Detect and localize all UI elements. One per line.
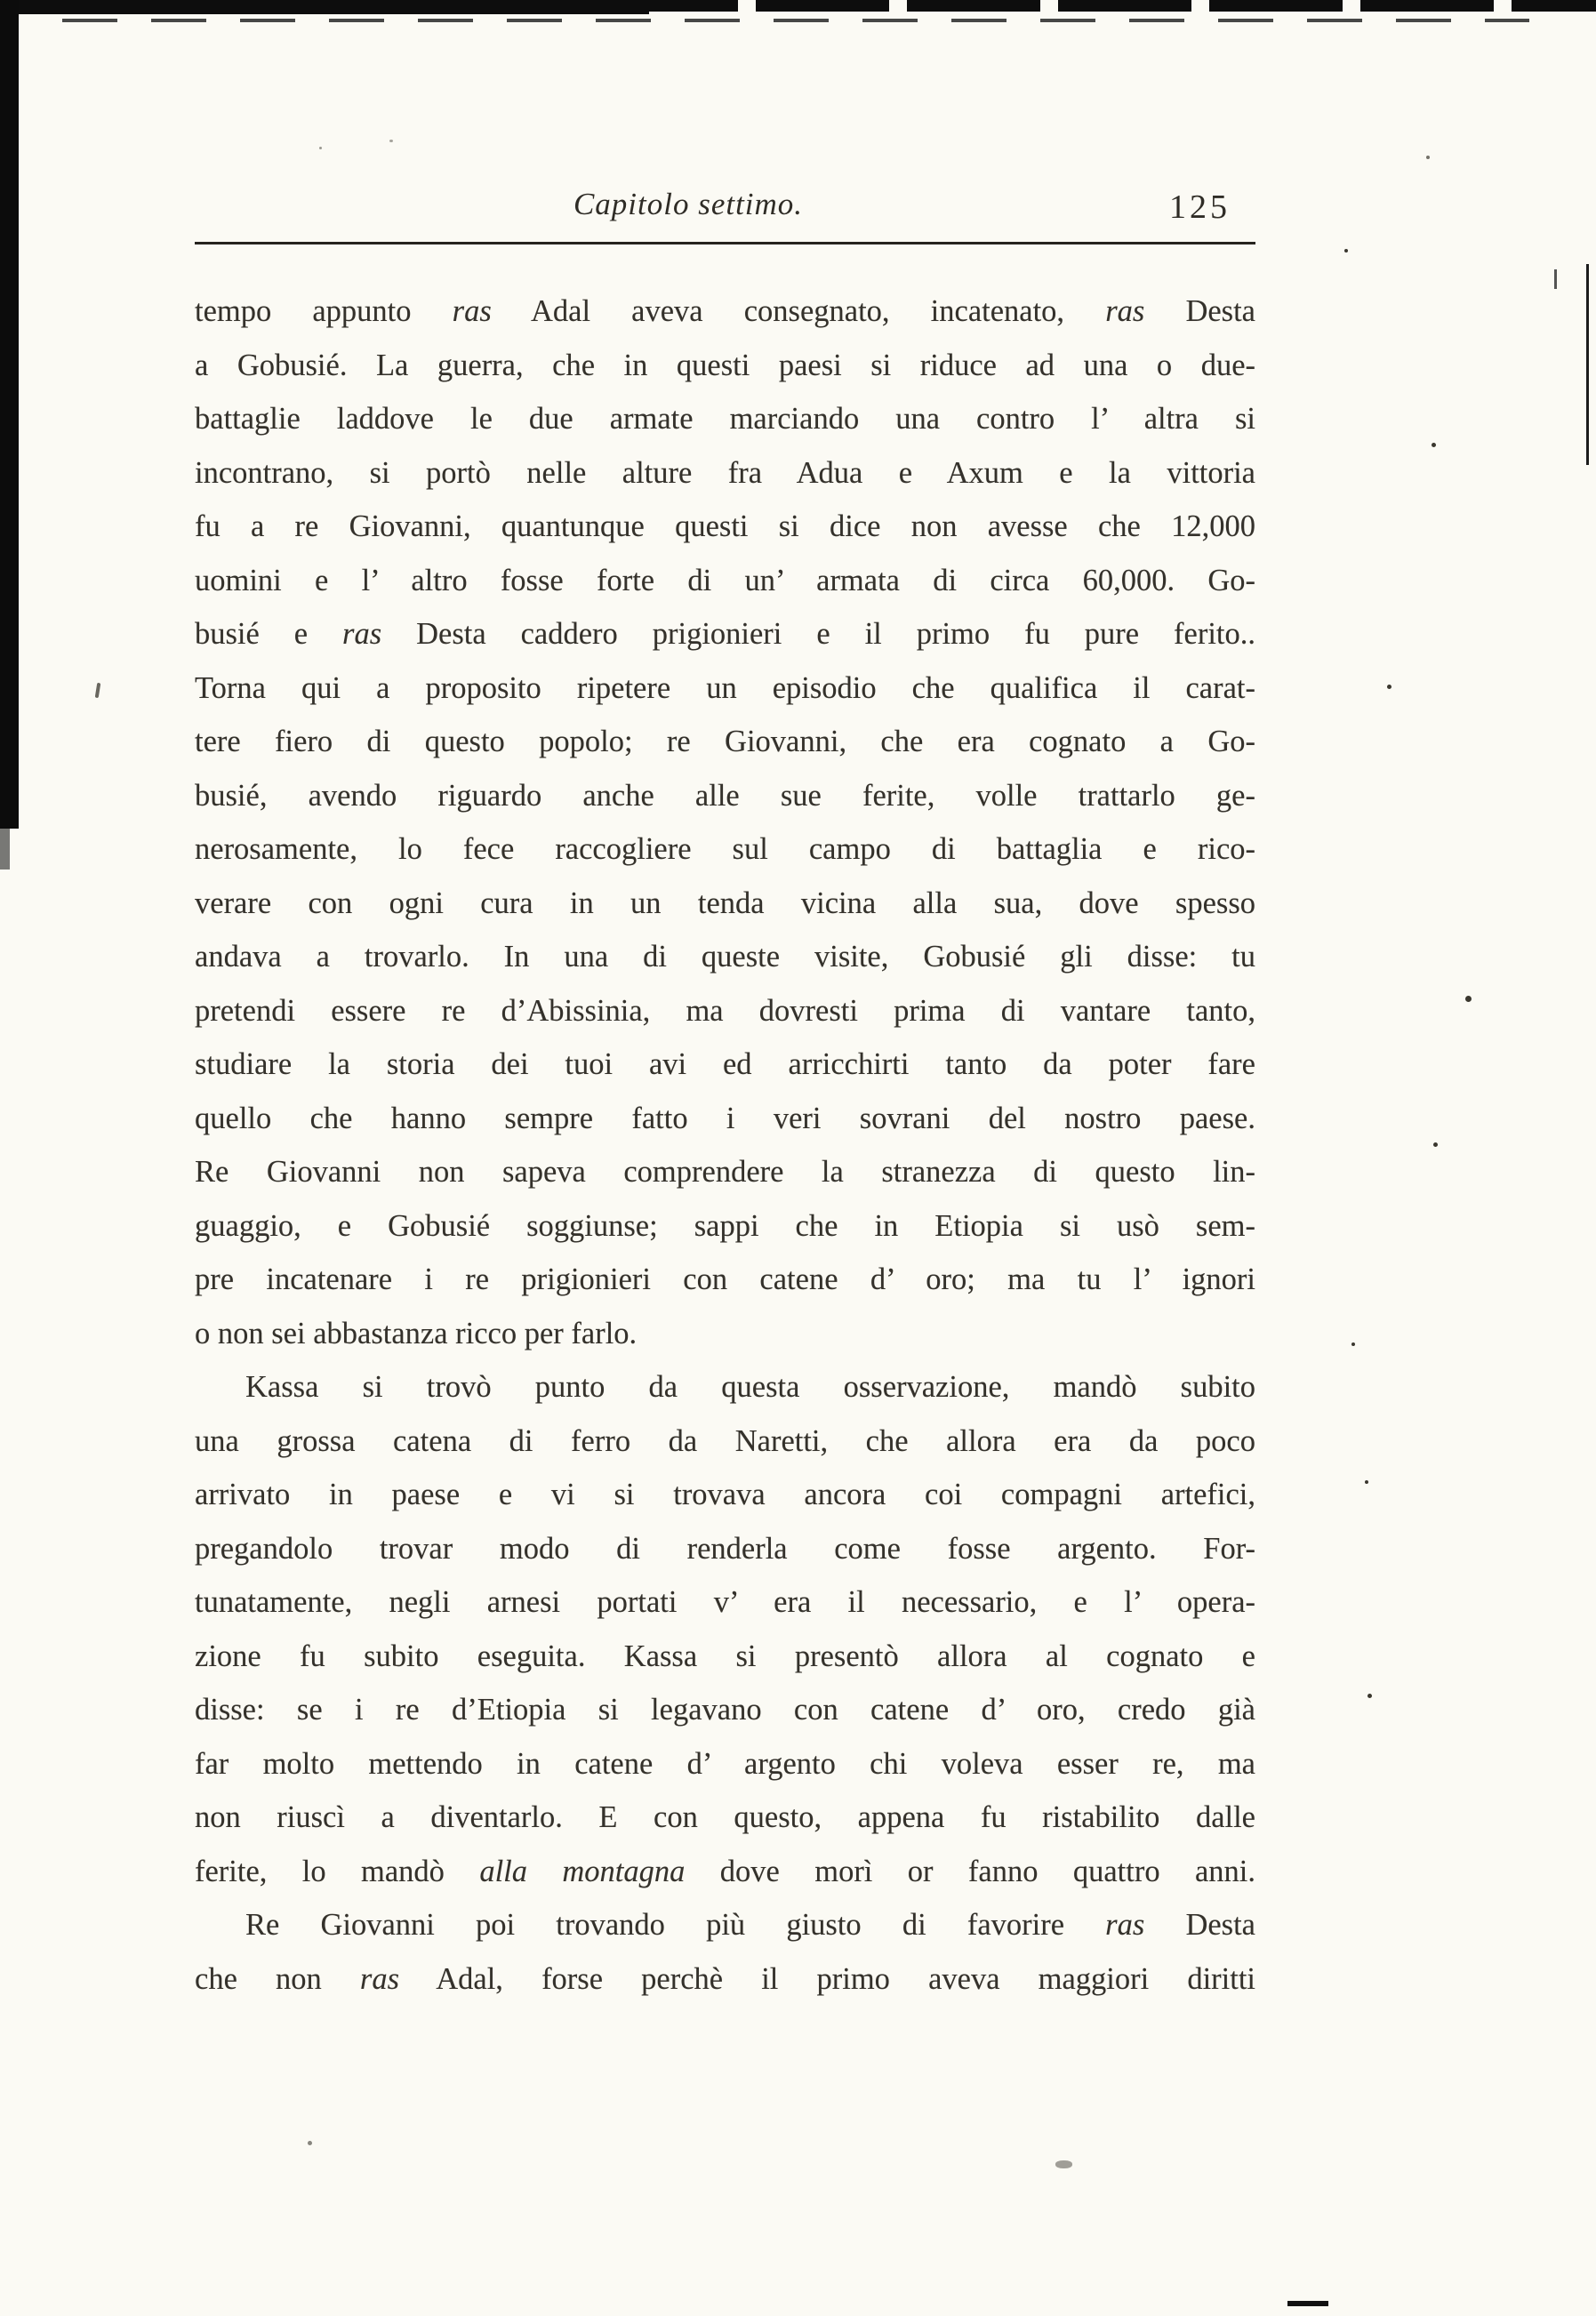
ink-speck	[1365, 1480, 1368, 1484]
text-segment: uomini e l’ altro fosse forte di un’ armata di circa 60,000. Go-	[195, 563, 1255, 597]
ink-mark-squiggle	[1055, 2160, 1072, 2168]
page-number: 125	[1169, 188, 1231, 226]
text-line	[195, 1522, 1255, 1576]
text-segment: arrivato in paese e vi si trovava ancora coi compagni artefici,	[195, 1478, 1255, 1511]
scan-edge-top-solid	[0, 0, 649, 14]
text-segment: non riuscì a diventarlo. E con questo, appena fu ristabilito dalle	[195, 1800, 1255, 1834]
scan-mark-bottom-right	[1287, 2301, 1328, 2306]
ink-speck	[1432, 443, 1436, 447]
text-segment: incontrano, si portò nelle alture fra Adua e Axum e la vittoria	[195, 455, 1255, 490]
text-line	[195, 1360, 1255, 1414]
ink-speck	[1344, 249, 1348, 252]
text-line	[195, 661, 1255, 716]
text-line	[195, 1253, 1255, 1307]
text-line	[195, 1791, 1255, 1845]
scan-mark-right-tick	[1554, 269, 1557, 289]
italic-text: ras	[342, 617, 382, 651]
ink-speck	[1387, 685, 1391, 689]
text-segment: Adal aveva consegnato, incatenato,	[491, 294, 1106, 328]
text-line	[195, 1630, 1255, 1684]
text-segment: studiare la storia dei tuoi avi ed arricchirti tanto da poter fare	[195, 1047, 1255, 1081]
italic-text: ras	[359, 1961, 400, 1996]
text-segment: verare con ogni cura in un tenda vicina alla sua, dove spesso	[195, 886, 1255, 920]
ink-speck	[389, 140, 393, 142]
text-segment: Desta	[1144, 1908, 1255, 1942]
text-line	[195, 392, 1255, 446]
text-segment: Torna qui a proposito ripetere un episodio che qualifica il carat-	[195, 670, 1255, 705]
text-segment: una grossa catena di ferro da Naretti, che allora era da poco	[195, 1423, 1255, 1458]
text-segment: tempo appunto	[195, 294, 453, 328]
text-segment: andava a trovarlo. In una di queste visite, Gobusié gli disse: tu	[195, 940, 1255, 974]
text-line	[195, 1575, 1255, 1630]
text-line	[195, 1468, 1255, 1522]
text-segment: tunatamente, negli arnesi portati v’ era il necessario, e l’ opera-	[195, 1585, 1255, 1619]
text-line	[195, 1952, 1255, 2007]
ink-speck	[319, 147, 322, 149]
text-line	[195, 1737, 1255, 1791]
ink-speck	[1433, 1142, 1438, 1147]
text-segment: pretendi essere re d’Abissinia, ma dovresti prima di vantare tanto,	[195, 993, 1255, 1028]
ink-speck	[1367, 1694, 1372, 1698]
text-line	[195, 1845, 1255, 1899]
text-segment: fu a re Giovanni, quantunque questi si dice non avesse che 12,000	[195, 509, 1255, 543]
text-segment: Re Giovanni non sapeva comprendere la stranezza di questo lin-	[195, 1155, 1255, 1189]
text-segment: dove morì or fanno quattro anni.	[685, 1854, 1256, 1888]
text-line	[195, 1038, 1255, 1092]
scan-edge-left-tail	[0, 829, 10, 870]
italic-text: ras	[1105, 294, 1145, 328]
ink-speck	[1351, 1342, 1355, 1346]
text-line	[195, 446, 1255, 501]
text-line	[195, 984, 1255, 1038]
text-segment: a Gobusié. La guerra, che in questi paesi si riduce ad una o due-	[195, 348, 1255, 382]
text-segment: tere fiero di questo popolo; re Giovanni, che era cognato a Go-	[195, 725, 1255, 758]
text-segment: ferite, lo mandò	[195, 1854, 480, 1888]
italic-text: alla montagna	[479, 1854, 686, 1888]
text-line	[195, 1145, 1255, 1199]
text-segment: nerosamente, lo fece raccogliere sul campo di battaglia e rico-	[195, 832, 1255, 866]
ink-mark-left-margin	[95, 683, 101, 698]
text-line	[195, 1898, 1255, 1952]
text-line	[195, 1199, 1255, 1254]
text-line	[195, 769, 1255, 823]
text-line	[195, 284, 1255, 339]
text-segment: Desta	[1144, 294, 1255, 328]
text-line	[195, 554, 1255, 608]
text-segment: Desta caddero prigionieri e il primo fu pure ferito..	[381, 617, 1255, 651]
text-segment: pregandolo trovar modo di renderla come fosse argento. For-	[195, 1531, 1255, 1566]
scan-edge-top-dashes	[62, 19, 1529, 22]
text-line	[195, 607, 1255, 661]
text-segment: disse: se i re d’Etiopia si legavano con catene d’ oro, credo già	[195, 1693, 1255, 1727]
header-rule	[195, 242, 1255, 244]
text-line	[195, 339, 1255, 393]
text-block	[195, 284, 1255, 2006]
scan-mark-right-line	[1586, 264, 1589, 465]
text-line	[195, 715, 1255, 769]
chapter-title: Capitolo settimo.	[573, 187, 804, 221]
text-segment: battaglie laddove le due armate marciando una contro l’ altra si	[195, 402, 1255, 436]
text-segment: busié e	[195, 617, 343, 651]
text-segment: o non sei abbastanza ricco per farlo.	[195, 1316, 638, 1350]
text-line	[195, 822, 1255, 877]
text-segment: che non	[195, 1961, 360, 1996]
text-line	[195, 1092, 1255, 1146]
text-segment: Re Giovanni poi trovando più giusto di favorire	[245, 1908, 1106, 1942]
text-segment: guaggio, e Gobusié soggiunse; sappi che in Etiopia si usò sem-	[195, 1208, 1255, 1243]
text-segment: busié, avendo riguardo anche alle sue ferite, volle trattarlo ge-	[195, 778, 1255, 813]
text-line	[195, 1414, 1255, 1469]
text-line	[195, 1307, 1255, 1361]
text-segment: Adal, forse perchè il primo aveva maggiori diritti	[399, 1961, 1255, 1996]
italic-text: ras	[452, 294, 492, 328]
ink-speck	[308, 2141, 312, 2145]
italic-text: ras	[1105, 1908, 1145, 1942]
text-line	[195, 500, 1255, 554]
text-segment: Kassa si trovò punto da questa osservazione, mandò subito	[245, 1370, 1255, 1404]
text-line	[195, 1683, 1255, 1737]
text-line	[195, 877, 1255, 931]
text-segment: zione fu subito eseguita. Kassa si presentò allora al cognato e	[195, 1639, 1255, 1673]
ink-speck	[1426, 156, 1430, 159]
text-segment: pre incatenare i re prigionieri con catene d’ oro; ma tu l’ ignori	[195, 1262, 1255, 1296]
text-segment: far molto mettendo in catene d’ argento chi voleva esser re, ma	[195, 1746, 1255, 1781]
text-segment: quello che hanno sempre fatto i veri sovrani del nostro paese.	[195, 1101, 1255, 1135]
scan-edge-left	[0, 0, 19, 829]
ink-speck	[1465, 996, 1472, 1002]
text-line	[195, 930, 1255, 984]
